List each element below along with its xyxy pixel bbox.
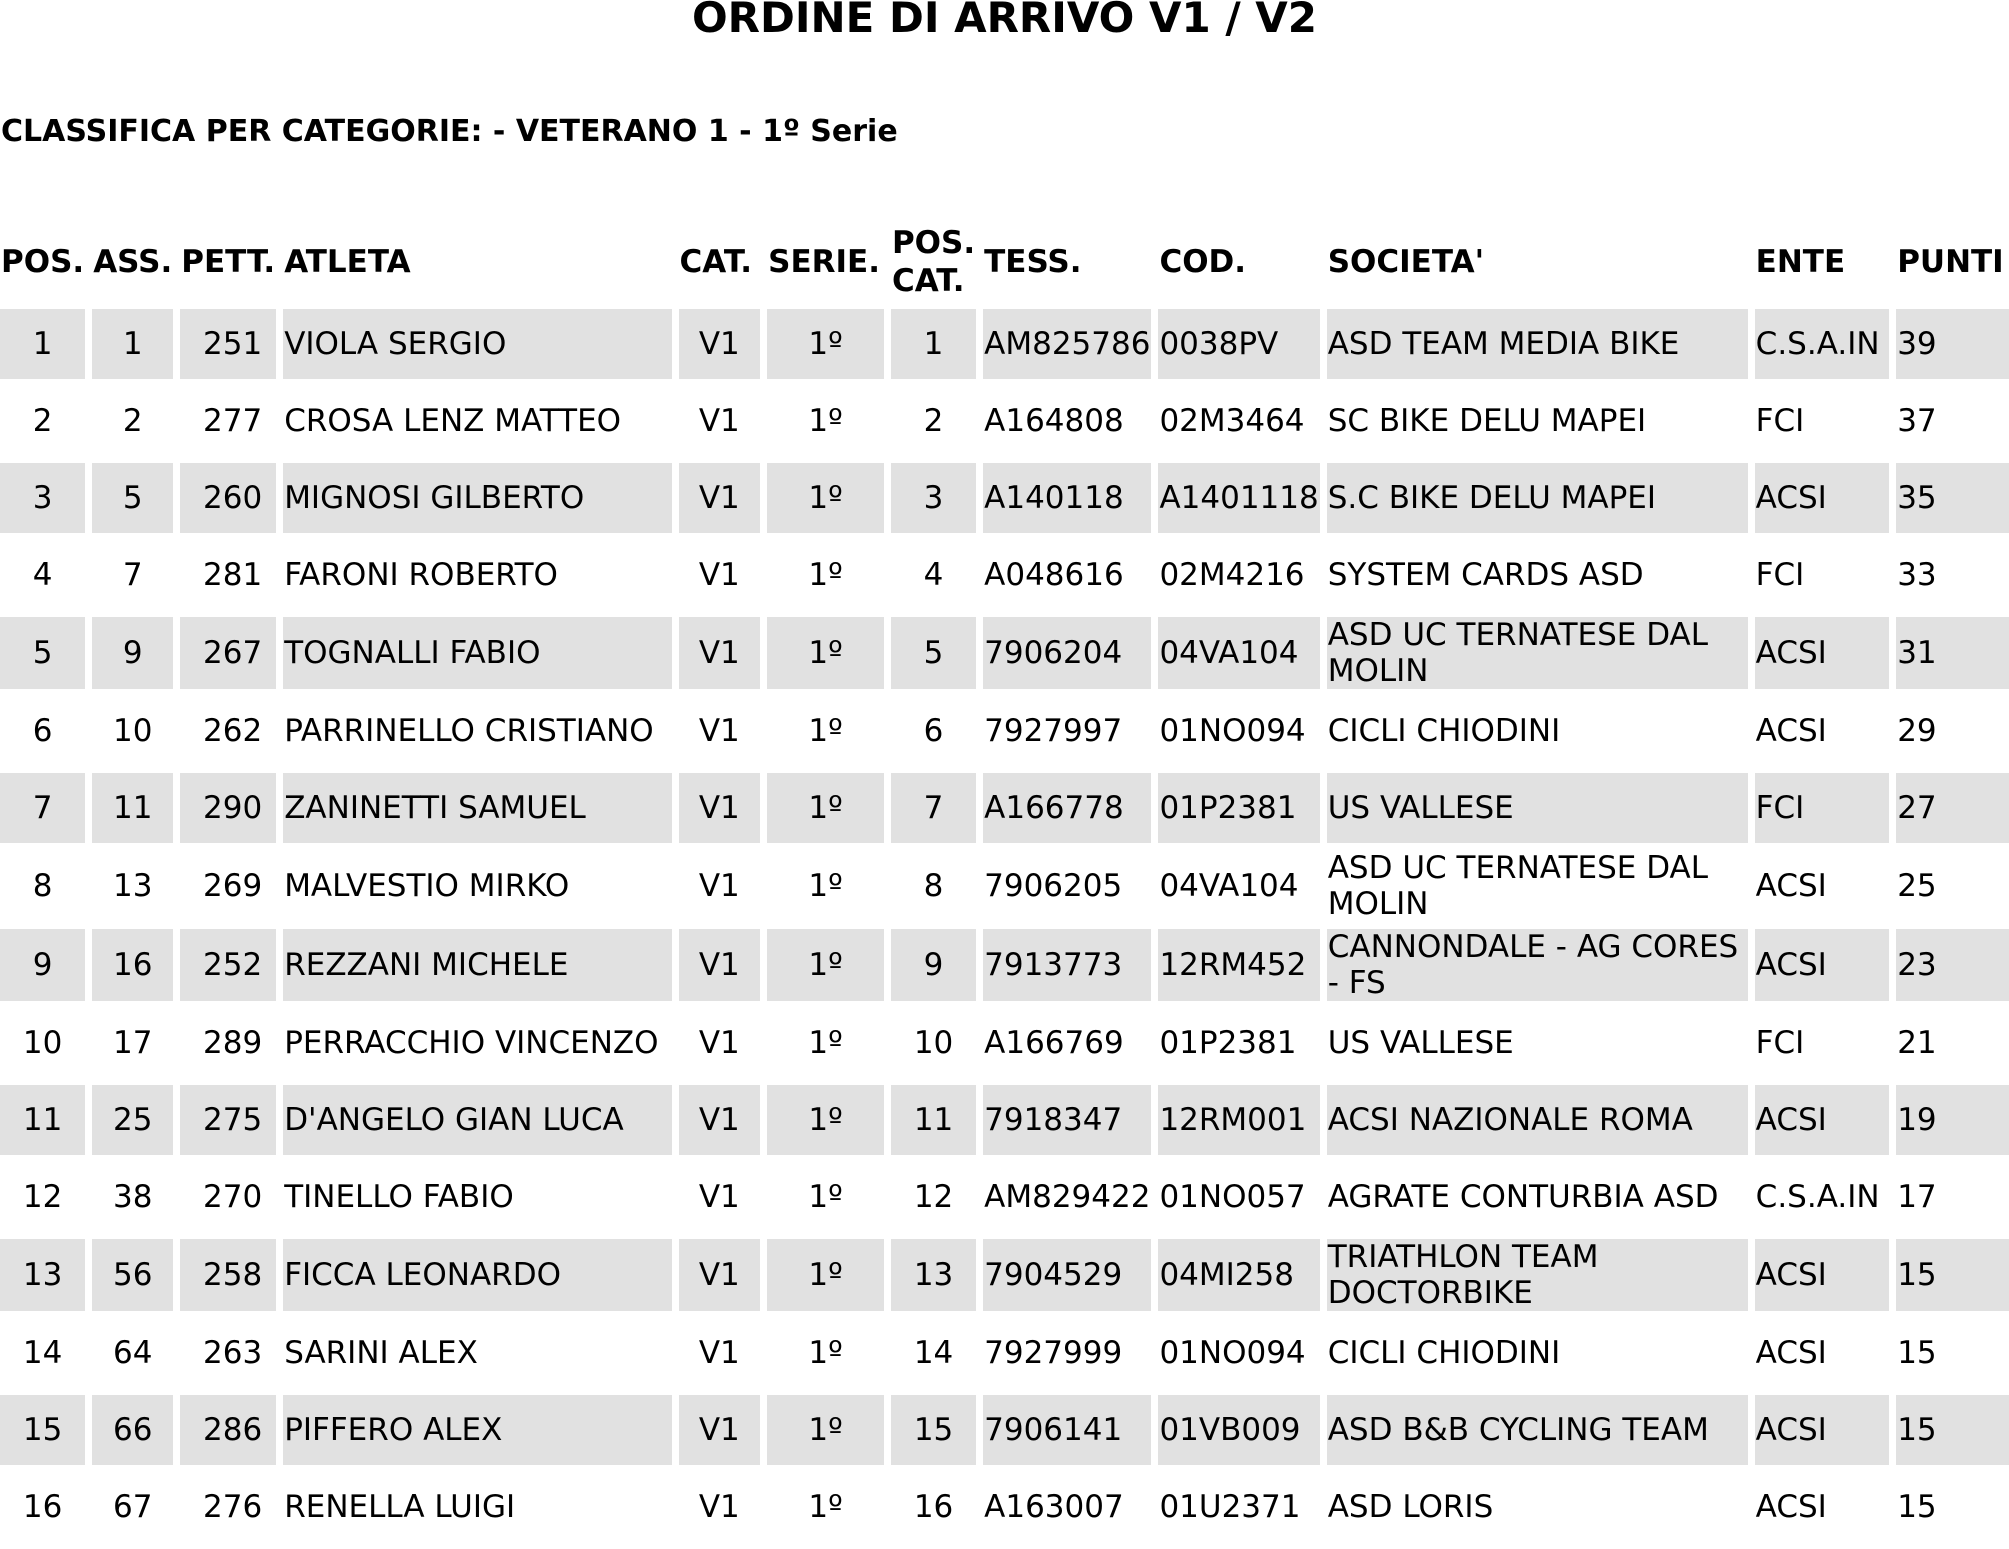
cell-poscat: 12 xyxy=(891,1162,983,1239)
cell-serie: 1º xyxy=(767,386,891,463)
cell-pett: 262 xyxy=(180,696,283,773)
cell-pos: 10 xyxy=(0,1008,92,1085)
page-title: ORDINE DI ARRIVO V1 / V2 xyxy=(691,0,1318,42)
cell-serie: 1º xyxy=(767,850,891,929)
cell-ente: C.S.A.IN xyxy=(1755,309,1897,386)
cell-poscat: 3 xyxy=(891,463,983,540)
cell-serie: 1º xyxy=(767,929,891,1008)
cell-atleta: MALVESTIO MIRKO xyxy=(283,850,678,929)
header-pett: PETT. xyxy=(180,220,283,309)
cell-poscat: 7 xyxy=(891,773,983,850)
table-row xyxy=(0,773,2009,850)
header-pos: POS. xyxy=(0,220,92,309)
cell-ente: FCI xyxy=(1755,386,1897,463)
cell-serie: 1º xyxy=(767,1395,891,1472)
cell-ente: ACSI xyxy=(1755,463,1897,540)
cell-ente: FCI xyxy=(1755,773,1897,850)
table-row xyxy=(0,850,2009,929)
cell-tess: 7927999 xyxy=(983,1318,1158,1395)
header-ass: ASS. xyxy=(92,220,180,309)
cell-atleta: SARINI ALEX xyxy=(283,1318,678,1395)
cell-pos: 4 xyxy=(0,540,92,617)
cell-pett: 290 xyxy=(180,773,283,850)
cell-pos: 14 xyxy=(0,1318,92,1395)
cell-societa: CICLI CHIODINI xyxy=(1327,1318,1755,1395)
cell-atleta: ZANINETTI SAMUEL xyxy=(283,773,678,850)
cell-atleta: MIGNOSI GILBERTO xyxy=(283,463,678,540)
cell-pos: 11 xyxy=(0,1085,92,1162)
cell-cod: 01NO094 xyxy=(1158,1318,1326,1395)
cell-societa: AGRATE CONTURBIA ASD xyxy=(1327,1162,1755,1239)
cell-cod: 01VB009 xyxy=(1158,1395,1326,1472)
cell-tess: 7918347 xyxy=(983,1085,1158,1162)
cell-societa: TRIATHLON TEAM DOCTORBIKE xyxy=(1327,1239,1755,1318)
cell-ente: C.S.A.IN xyxy=(1755,1162,1897,1239)
cell-societa: ASD TEAM MEDIA BIKE xyxy=(1327,309,1755,386)
cell-tess: 7904529 xyxy=(983,1239,1158,1318)
cell-atleta: REZZANI MICHELE xyxy=(283,929,678,1008)
cell-ente: ACSI xyxy=(1755,617,1897,696)
cell-cod: 04VA104 xyxy=(1158,617,1326,696)
cell-ente: ACSI xyxy=(1755,1085,1897,1162)
cell-punti: 15 xyxy=(1896,1472,2009,1549)
cell-ente: ACSI xyxy=(1755,850,1897,929)
cell-ente: ACSI xyxy=(1755,1239,1897,1318)
cell-pett: 267 xyxy=(180,617,283,696)
cell-pett: 277 xyxy=(180,386,283,463)
table-row xyxy=(0,309,2009,386)
results-table xyxy=(0,220,2009,1549)
table-row xyxy=(0,1008,2009,1085)
cell-pos: 2 xyxy=(0,386,92,463)
cell-cat: V1 xyxy=(679,1239,768,1318)
cell-ass: 2 xyxy=(92,386,180,463)
cell-ente: ACSI xyxy=(1755,1472,1897,1549)
cell-pos: 12 xyxy=(0,1162,92,1239)
cell-poscat: 8 xyxy=(891,850,983,929)
cell-pett: 269 xyxy=(180,850,283,929)
cell-punti: 27 xyxy=(1896,773,2009,850)
cell-societa: CICLI CHIODINI xyxy=(1327,696,1755,773)
cell-cod: 01NO094 xyxy=(1158,696,1326,773)
cell-pett: 286 xyxy=(180,1395,283,1472)
cell-ente: ACSI xyxy=(1755,1395,1897,1472)
cell-ente: ACSI xyxy=(1755,696,1897,773)
cell-pos: 3 xyxy=(0,463,92,540)
header-societa: SOCIETA' xyxy=(1327,220,1755,309)
cell-cat: V1 xyxy=(679,1008,768,1085)
cell-societa: SYSTEM CARDS ASD xyxy=(1327,540,1755,617)
cell-serie: 1º xyxy=(767,1085,891,1162)
cell-poscat: 14 xyxy=(891,1318,983,1395)
cell-pos: 6 xyxy=(0,696,92,773)
cell-pos: 16 xyxy=(0,1472,92,1549)
cell-cat: V1 xyxy=(679,929,768,1008)
cell-atleta: TOGNALLI FABIO xyxy=(283,617,678,696)
cell-ass: 7 xyxy=(92,540,180,617)
header-punti: PUNTI xyxy=(1896,220,2009,309)
cell-pos: 9 xyxy=(0,929,92,1008)
table-row xyxy=(0,1162,2009,1239)
cell-cod: 02M4216 xyxy=(1158,540,1326,617)
cell-pett: 252 xyxy=(180,929,283,1008)
cell-tess: 7906141 xyxy=(983,1395,1158,1472)
cell-atleta: PERRACCHIO VINCENZO xyxy=(283,1008,678,1085)
cell-societa: ASD B&B CYCLING TEAM xyxy=(1327,1395,1755,1472)
cell-tess: A166769 xyxy=(983,1008,1158,1085)
cell-cod: A1401118 xyxy=(1158,463,1326,540)
cell-poscat: 16 xyxy=(891,1472,983,1549)
cell-cat: V1 xyxy=(679,617,768,696)
cell-cat: V1 xyxy=(679,1318,768,1395)
cell-serie: 1º xyxy=(767,309,891,386)
cell-atleta: VIOLA SERGIO xyxy=(283,309,678,386)
cell-cat: V1 xyxy=(679,1162,768,1239)
cell-serie: 1º xyxy=(767,773,891,850)
cell-atleta: RENELLA LUIGI xyxy=(283,1472,678,1549)
cell-atleta: FICCA LEONARDO xyxy=(283,1239,678,1318)
cell-societa: CANNONDALE - AG CORES - FS xyxy=(1327,929,1755,1008)
cell-serie: 1º xyxy=(767,1239,891,1318)
cell-ass: 66 xyxy=(92,1395,180,1472)
cell-societa: SC BIKE DELU MAPEI xyxy=(1327,386,1755,463)
cell-punti: 31 xyxy=(1896,617,2009,696)
table-row xyxy=(0,929,2009,1008)
cell-ass: 38 xyxy=(92,1162,180,1239)
header-ente: ENTE xyxy=(1755,220,1897,309)
cell-tess: A163007 xyxy=(983,1472,1158,1549)
cell-serie: 1º xyxy=(767,1162,891,1239)
cell-cat: V1 xyxy=(679,386,768,463)
cell-ente: FCI xyxy=(1755,1008,1897,1085)
cell-cat: V1 xyxy=(679,1395,768,1472)
header-row xyxy=(0,220,2009,309)
header-cod: COD. xyxy=(1158,220,1326,309)
cell-poscat: 5 xyxy=(891,617,983,696)
cell-pos: 15 xyxy=(0,1395,92,1472)
cell-ass: 25 xyxy=(92,1085,180,1162)
cell-ass: 67 xyxy=(92,1472,180,1549)
cell-pos: 13 xyxy=(0,1239,92,1318)
cell-punti: 29 xyxy=(1896,696,2009,773)
cell-cat: V1 xyxy=(679,696,768,773)
table-row xyxy=(0,463,2009,540)
table-row xyxy=(0,696,2009,773)
cell-cat: V1 xyxy=(679,309,768,386)
cell-ente: FCI xyxy=(1755,540,1897,617)
cell-cod: 01NO057 xyxy=(1158,1162,1326,1239)
cell-cat: V1 xyxy=(679,850,768,929)
cell-cat: V1 xyxy=(679,773,768,850)
cell-ass: 16 xyxy=(92,929,180,1008)
cell-punti: 33 xyxy=(1896,540,2009,617)
cell-ass: 9 xyxy=(92,617,180,696)
table-row xyxy=(0,1395,2009,1472)
cell-poscat: 13 xyxy=(891,1239,983,1318)
header-cat: CAT. xyxy=(679,220,768,309)
cell-tess: 7906204 xyxy=(983,617,1158,696)
cell-cod: 12RM001 xyxy=(1158,1085,1326,1162)
cell-tess: AM825786 xyxy=(983,309,1158,386)
cell-pett: 258 xyxy=(180,1239,283,1318)
header-tess: TESS. xyxy=(983,220,1158,309)
cell-pett: 251 xyxy=(180,309,283,386)
cell-atleta: TINELLO FABIO xyxy=(283,1162,678,1239)
cell-tess: A048616 xyxy=(983,540,1158,617)
cell-atleta: CROSA LENZ MATTEO xyxy=(283,386,678,463)
cell-ass: 5 xyxy=(92,463,180,540)
table-row xyxy=(0,1085,2009,1162)
cell-tess: A140118 xyxy=(983,463,1158,540)
cell-atleta: FARONI ROBERTO xyxy=(283,540,678,617)
cell-cod: 02M3464 xyxy=(1158,386,1326,463)
cell-cod: 01P2381 xyxy=(1158,1008,1326,1085)
cell-ente: ACSI xyxy=(1755,929,1897,1008)
cell-pos: 5 xyxy=(0,617,92,696)
cell-poscat: 2 xyxy=(891,386,983,463)
cell-ass: 17 xyxy=(92,1008,180,1085)
cell-punti: 15 xyxy=(1896,1239,2009,1318)
cell-pett: 260 xyxy=(180,463,283,540)
cell-societa: ACSI NAZIONALE ROMA xyxy=(1327,1085,1755,1162)
cell-serie: 1º xyxy=(767,1318,891,1395)
cell-ass: 1 xyxy=(92,309,180,386)
cell-cat: V1 xyxy=(679,1472,768,1549)
cell-serie: 1º xyxy=(767,617,891,696)
cell-punti: 19 xyxy=(1896,1085,2009,1162)
cell-societa: ASD UC TERNATESE DAL MOLIN xyxy=(1327,617,1755,696)
cell-poscat: 6 xyxy=(891,696,983,773)
table-row xyxy=(0,1318,2009,1395)
cell-serie: 1º xyxy=(767,1008,891,1085)
cell-poscat: 15 xyxy=(891,1395,983,1472)
cell-punti: 35 xyxy=(1896,463,2009,540)
cell-punti: 37 xyxy=(1896,386,2009,463)
header-serie: SERIE. xyxy=(767,220,891,309)
cell-pett: 270 xyxy=(180,1162,283,1239)
cell-pett: 263 xyxy=(180,1318,283,1395)
cell-cat: V1 xyxy=(679,463,768,540)
cell-societa: ASD LORIS xyxy=(1327,1472,1755,1549)
table-row xyxy=(0,1239,2009,1318)
cell-pos: 8 xyxy=(0,850,92,929)
cell-atleta: PIFFERO ALEX xyxy=(283,1395,678,1472)
cell-tess: A164808 xyxy=(983,386,1158,463)
cell-poscat: 4 xyxy=(891,540,983,617)
cell-serie: 1º xyxy=(767,540,891,617)
cell-serie: 1º xyxy=(767,463,891,540)
cell-tess: A166778 xyxy=(983,773,1158,850)
cell-ass: 56 xyxy=(92,1239,180,1318)
cell-tess: AM829422 xyxy=(983,1162,1158,1239)
cell-poscat: 10 xyxy=(891,1008,983,1085)
cell-cat: V1 xyxy=(679,1085,768,1162)
cell-ass: 64 xyxy=(92,1318,180,1395)
cell-serie: 1º xyxy=(767,1472,891,1549)
cell-cod: 12RM452 xyxy=(1158,929,1326,1008)
cell-ass: 11 xyxy=(92,773,180,850)
cell-cod: 0038PV xyxy=(1158,309,1326,386)
cell-tess: 7906205 xyxy=(983,850,1158,929)
cell-societa: US VALLESE xyxy=(1327,1008,1755,1085)
cell-punti: 15 xyxy=(1896,1395,2009,1472)
cell-ente: ACSI xyxy=(1755,1318,1897,1395)
cell-serie: 1º xyxy=(767,696,891,773)
cell-punti: 17 xyxy=(1896,1162,2009,1239)
cell-atleta: D'ANGELO GIAN LUCA xyxy=(283,1085,678,1162)
cell-pett: 289 xyxy=(180,1008,283,1085)
cell-punti: 21 xyxy=(1896,1008,2009,1085)
header-poscat: POS. CAT. xyxy=(891,220,983,309)
cell-poscat: 9 xyxy=(891,929,983,1008)
cell-pett: 276 xyxy=(180,1472,283,1549)
cell-poscat: 11 xyxy=(891,1085,983,1162)
table-row xyxy=(0,386,2009,463)
cell-punti: 39 xyxy=(1896,309,2009,386)
cell-pett: 275 xyxy=(180,1085,283,1162)
cell-ass: 10 xyxy=(92,696,180,773)
cell-ass: 13 xyxy=(92,850,180,929)
cell-punti: 23 xyxy=(1896,929,2009,1008)
cell-pos: 7 xyxy=(0,773,92,850)
cell-societa: S.C BIKE DELU MAPEI xyxy=(1327,463,1755,540)
cell-pett: 281 xyxy=(180,540,283,617)
category-subtitle: CLASSIFICA PER CATEGORIE: - VETERANO 1 - 1º Serie xyxy=(1,114,898,149)
cell-cod: 01U2371 xyxy=(1158,1472,1326,1549)
cell-tess: 7913773 xyxy=(983,929,1158,1008)
cell-poscat: 1 xyxy=(891,309,983,386)
cell-punti: 25 xyxy=(1896,850,2009,929)
cell-cod: 01P2381 xyxy=(1158,773,1326,850)
table-row xyxy=(0,617,2009,696)
cell-cat: V1 xyxy=(679,540,768,617)
cell-societa: US VALLESE xyxy=(1327,773,1755,850)
cell-cod: 04VA104 xyxy=(1158,850,1326,929)
cell-pos: 1 xyxy=(0,309,92,386)
cell-atleta: PARRINELLO CRISTIANO xyxy=(283,696,678,773)
cell-societa: ASD UC TERNATESE DAL MOLIN xyxy=(1327,850,1755,929)
cell-punti: 15 xyxy=(1896,1318,2009,1395)
cell-cod: 04MI258 xyxy=(1158,1239,1326,1318)
table-row xyxy=(0,1472,2009,1549)
cell-tess: 7927997 xyxy=(983,696,1158,773)
header-atleta: ATLETA xyxy=(283,220,678,309)
table-row xyxy=(0,540,2009,617)
